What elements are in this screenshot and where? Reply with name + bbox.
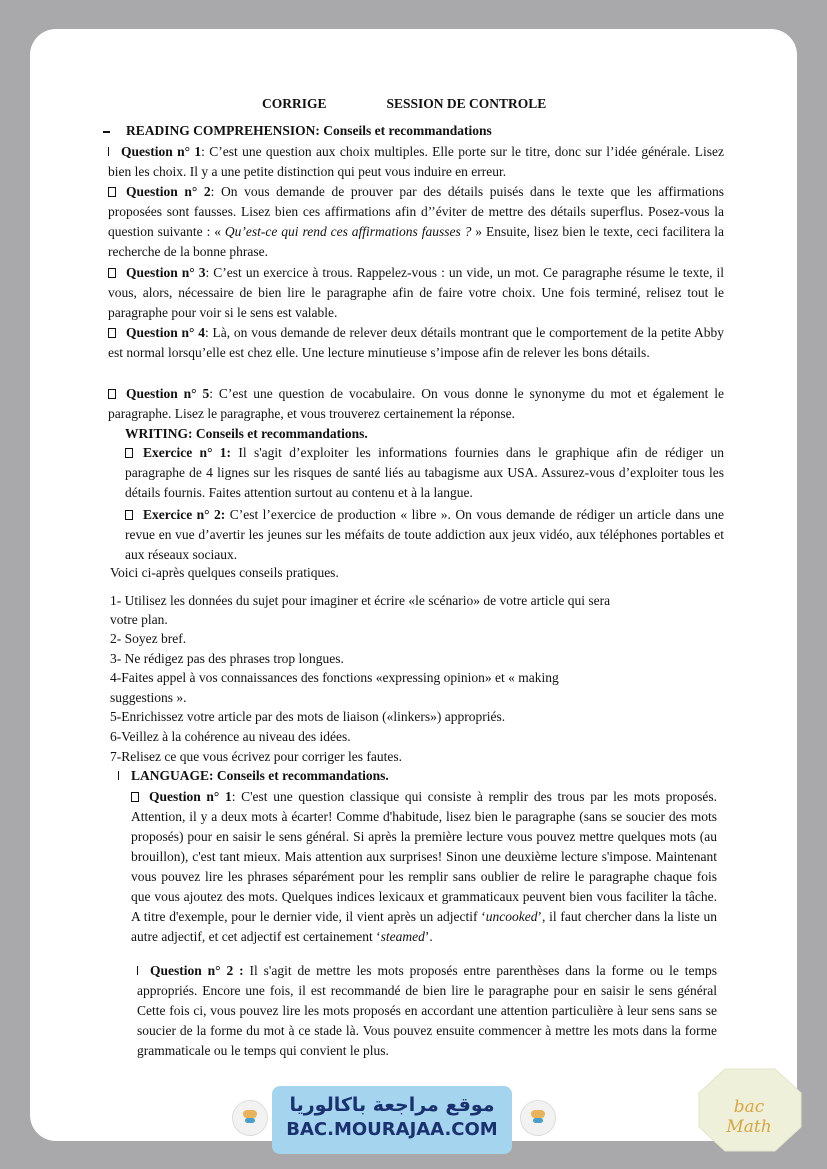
checkbox-bullet-icon — [131, 792, 139, 802]
site-url[interactable]: BAC.MOURAJAA.COM — [286, 1119, 498, 1140]
reading-q5: Question n° 5: C’est une question de vocabulaire. On vous donne le synonyme du mot et également le paragraphe. Lisez le paragraphe, et vous trouverez certainement la réponse. — [108, 386, 724, 421]
language-q1: Question n° 1: C'est une question classique qui consiste à remplir des trous par les mots proposés. Attention, il y a deux mots à écarter! Comme d'habitude, lisez bien le paragraphe (sans se soucier des mots proposés) pour en saisir le sens général. Si après la première lecture vous pouvez mettre quelques mots (au brouillon), c'est tant mieux. Mais attention aux surprises! Sinon une deuxième lecture s'impose. Maintenant vous pouvez lire les phrases séparément pour les remplir sans oublier de relire le paragraphe chaque fois que vous ajoutez des mots. Quelques indices lexicaux et grammaticaux peuvent bien vous faciliter la tâche. A titre d'exemple, pour le dernier vide, il vient après un adjectif ‘uncooked’, il faut chercher dans la liste un autre adjectif, et cet adjectif est certainement ‘steamed’. — [131, 789, 718, 944]
bac-math-logo — [697, 1067, 803, 1153]
reading-q1: Question n° 1: C’est une question aux choix multiples. Elle porte sur le titre, donc sur l’idée générale. Lisez bien les choix. Il y a une petite distinction qui peut vous induire en erreur. — [108, 144, 724, 179]
checkbox-bullet-icon — [108, 389, 116, 399]
checkbox-bullet-icon — [108, 328, 116, 338]
tip-1a: 1- Utilisez les données du sujet pour imaginer et écrire «le scénario» de votre article qui sera — [110, 593, 611, 608]
site-logo-banner[interactable] — [272, 1086, 512, 1154]
checkbox-bullet-icon — [108, 268, 116, 278]
document-title — [262, 96, 546, 112]
language-heading: LANGUAGE: Conseils et recommandations. — [118, 766, 618, 786]
writing-intro: Voici ci-après quelques conseils pratiques. — [110, 565, 339, 580]
checkbox-bullet-icon — [108, 187, 116, 197]
reading-q4: Question n° 4: Là, on vous demande de relever deux détails montrant que le comportement de la petite Abby est normal lorsqu’elle est chez elle. Une lecture minutieuse s’impose afin de relever les bons détails. — [108, 325, 724, 360]
bullet-icon — [118, 771, 119, 780]
site-badge-left-icon — [232, 1100, 268, 1136]
reading-q3: Question n° 3: C’est un exercice à trous. Rappelez-vous : un vide, un mot. Ce paragraphe résume le texte, il vous, alors, nécessaire de bien lire le paragraphe afin de faire votre choix. Une fois terminé, relisez tout le paragraphe pour voir si le sens est valable. — [108, 265, 724, 320]
tip-7: 7-Relisez ce que vous écrivez pour corriger les fautes. — [110, 749, 402, 764]
writing-e1: Exercice n° 1: Il s'agit d’exploiter les informations fournies dans le graphique afin de rédiger un paragraphe de 4 lignes sur les risques de santé liés au tabagisme aux USA. Assurez-vous d’exploiter tous les détails fournis. Faites attention surtout au contenu et à la langue. — [125, 445, 725, 500]
language-q2: Question n° 2 : Il s'agit de mettre les mots proposés entre parenthèses dans la forme ou le temps appropriés. Encore une fois, il est recommandé de bien lire le paragraphe pour en saisir le sens général Cette fois ci, vous pouvez lire les mots proposés en accordant une attention particulière à leur sens sans se soucier de la forme du mot à ce stade là. Vous pouvez ensuite commencer à mettre les mots dans la forme grammaticale ou le temps qui convient le plus. — [137, 963, 717, 1058]
checkbox-bullet-icon — [125, 510, 133, 520]
writing-e2: Exercice n° 2: C’est l’exercice de production « libre ». On vous demande de rédiger un article dans une revue en vue d’avertir les jeunes sur les méfaits de toute addiction aux jeux vidéo, aux téléphones portables et aux réseaux sociaux. — [125, 507, 725, 562]
tip-3: 3- Ne rédigez pas des phrases trop longues. — [110, 651, 344, 666]
checkbox-bullet-icon — [125, 448, 133, 458]
tip-5: 5-Enrichissez votre article par des mots de liaison («linkers») appropriés. — [110, 709, 506, 724]
bullet-icon — [108, 147, 109, 156]
site-badge-right-icon — [520, 1100, 556, 1136]
reading-q2: Question n° 2: On vous demande de prouver par des détails puisés dans le texte que les affirmations proposées sont fausses. Lisez bien ces affirmations afin d’’éviter de mettre des détails superflus. Posez-vous la question suivante : « Qu’est-ce qui rend ces affirmations fausses ? » Ensuite, lisez bien le texte, ceci facilitera la recherche de la bonne phrase. — [108, 184, 725, 259]
bac-math-text: bac Math — [726, 1097, 772, 1137]
tip-6: 6-Veillez à la cohérence au niveau des idées. — [110, 729, 351, 744]
tip-4b: suggestions ». — [110, 690, 187, 705]
tip-4a: 4-Faites appel à vos connaissances des fonctions «expressing opinion» et « making — [110, 670, 559, 685]
dash-bullet-icon — [103, 131, 110, 133]
title-corrige: CORRIGE — [262, 96, 327, 111]
tip-2: 2- Soyez bref. — [110, 631, 187, 646]
title-session: SESSION DE CONTROLE — [386, 96, 547, 111]
tip-1b: votre plan. — [110, 612, 168, 627]
writing-heading: WRITING: Conseils et recommandations. — [125, 426, 368, 441]
reading-heading: READING COMPREHENSION: Conseils et recommandations — [103, 121, 723, 141]
bullet-icon — [137, 966, 138, 975]
site-name-arabic: موقع مراجعة باكالوريا — [289, 1094, 495, 1116]
